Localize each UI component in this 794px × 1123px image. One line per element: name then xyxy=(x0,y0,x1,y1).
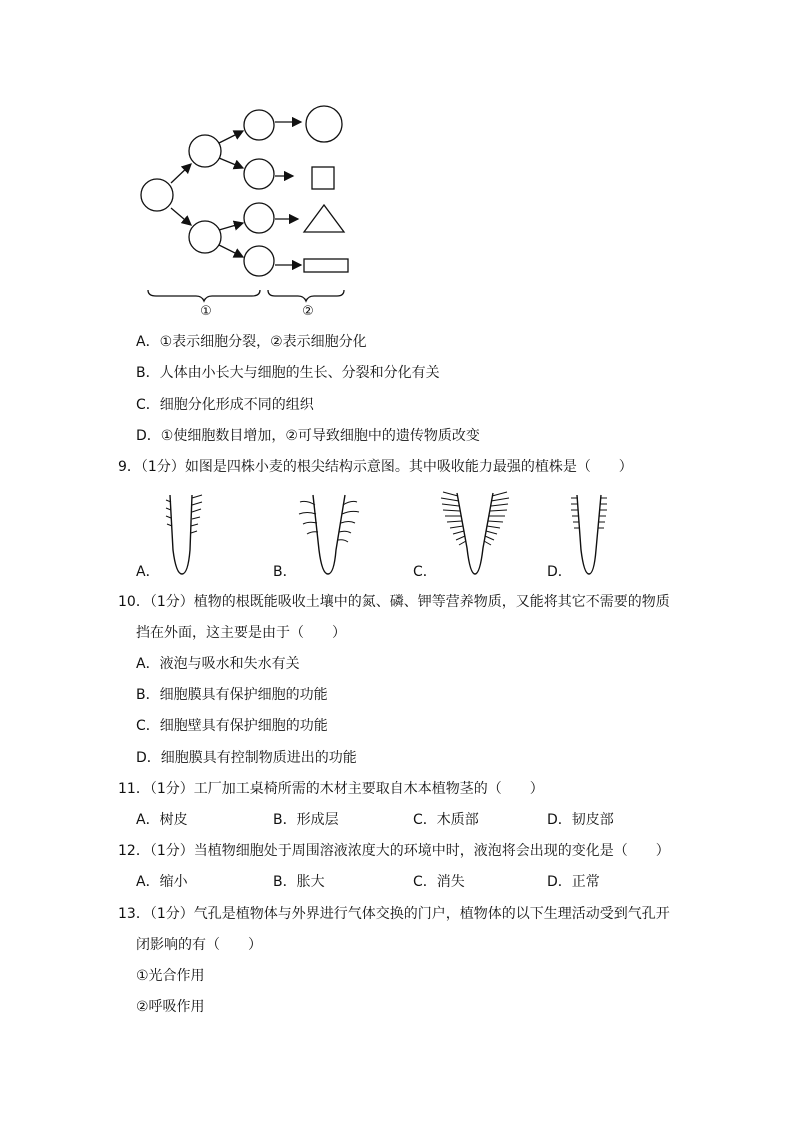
q11-stem: 11．（1分）工厂加工桌椅所需的木材主要取自木本植物茎的（ ） xyxy=(118,781,544,797)
q8-option-c: C．细胞分化形成不同的组织 xyxy=(136,397,314,413)
long-cell-shape xyxy=(304,259,348,272)
root-tip-c xyxy=(435,488,515,580)
q11-option-b: B．形成层 xyxy=(273,812,339,828)
q8-option-b: B．人体由小长大与细胞的生长、分裂和分化有关 xyxy=(136,365,440,381)
cell-3 xyxy=(244,203,274,233)
q9-label-d: D． xyxy=(547,564,572,580)
q13-item-1: ①光合作用 xyxy=(136,968,205,984)
root-tip-b xyxy=(295,490,365,580)
q12-option-c: C．消失 xyxy=(413,874,465,890)
q9-stem: 9．（1分）如图是四株小麦的根尖结构示意图。其中吸收能力最强的植株是（ ） xyxy=(118,459,633,475)
q12-option-d: D．正常 xyxy=(547,874,600,890)
q12-stem: 12．（1分）当植物细胞处于周围溶液浓度大的环境中时，液泡将会出现的变化是（ ） xyxy=(118,843,670,859)
q12-option-b: B．胀大 xyxy=(273,874,325,890)
q10-stem-line2: 挡在外面，这主要是由于（ ） xyxy=(136,625,346,641)
q8-option-a: A．①表示细胞分裂，②表示细胞分化 xyxy=(136,334,367,350)
brace-1 xyxy=(148,290,260,301)
q9-label-c: C． xyxy=(413,564,437,580)
cell-upper xyxy=(189,135,221,167)
brace-label-2: ② xyxy=(302,304,314,319)
q13-item-2: ②呼吸作用 xyxy=(136,999,205,1015)
q13-stem-line1: 13．（1分）气孔是植物体与外界进行气体交换的门户，植物体的以下生理活动受到气孔开 xyxy=(118,906,670,922)
q8-option-d: D．①使细胞数目增加，②可导致细胞中的遗传物质改变 xyxy=(136,428,480,444)
cell-origin xyxy=(141,179,173,211)
q9-label-b: B． xyxy=(273,564,297,580)
q9-label-a: A． xyxy=(136,564,160,580)
q13-stem-line2: 闭影响的有（ ） xyxy=(136,937,262,953)
q10-stem-line1: 10．（1分）植物的根既能吸收土壤中的氮、磷、钾等营养物质，又能将其它不需要的物质 xyxy=(118,594,670,610)
q10-option-c: C．细胞壁具有保护细胞的功能 xyxy=(136,718,328,734)
cell-1 xyxy=(244,110,274,140)
q12-option-a: A．缩小 xyxy=(136,874,188,890)
q11-option-d: D．韧皮部 xyxy=(547,812,614,828)
square-cell-shape xyxy=(312,167,334,189)
brace-label-1: ① xyxy=(200,304,212,319)
q11-option-a: A．树皮 xyxy=(136,812,188,828)
triangle-cell-shape xyxy=(304,205,344,232)
root-tip-d xyxy=(565,490,615,580)
cell-2 xyxy=(244,159,274,189)
cell-4 xyxy=(244,246,274,276)
round-cell-shape xyxy=(306,106,342,142)
q10-option-d: D．细胞膜具有控制物质进出的功能 xyxy=(136,750,357,766)
q10-option-a: A．液泡与吸水和失水有关 xyxy=(136,656,300,672)
cell-lower xyxy=(189,221,221,253)
q10-option-b: B．细胞膜具有保护细胞的功能 xyxy=(136,687,328,703)
cell-division-diagram xyxy=(130,95,360,325)
root-tip-a xyxy=(160,490,210,580)
brace-2 xyxy=(268,290,344,301)
q11-option-c: C．木质部 xyxy=(413,812,479,828)
